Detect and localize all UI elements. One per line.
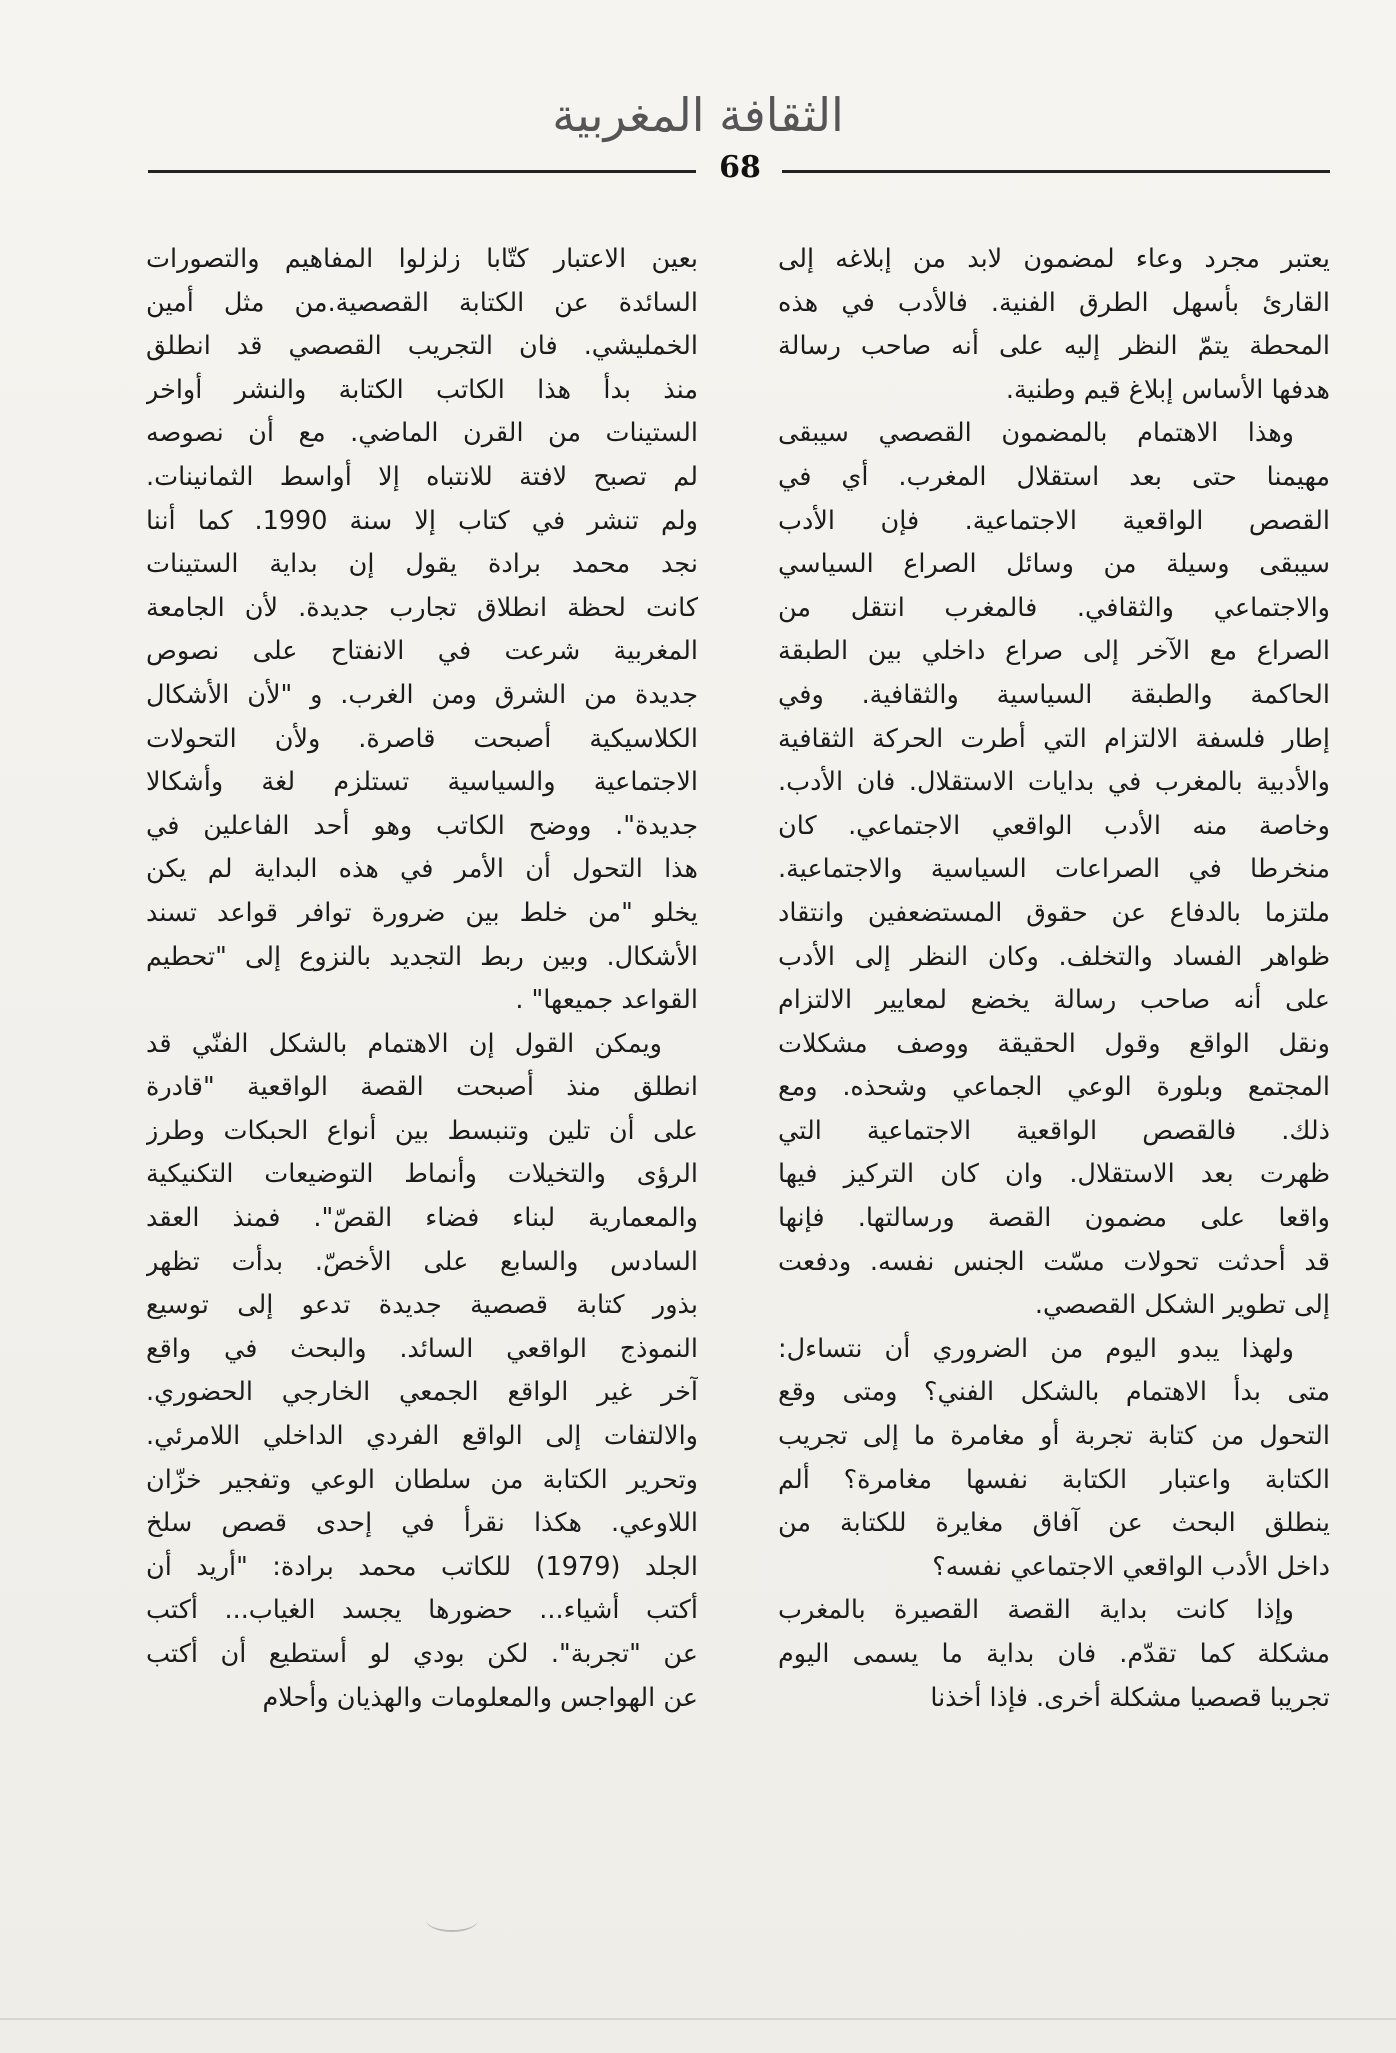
text-line: القواعد جميعها" . bbox=[515, 985, 698, 1016]
text-line: والمعمارية لبناء فضاء القصّ". فمنذ العقد bbox=[146, 1203, 698, 1234]
paragraph bbox=[146, 238, 698, 1023]
text-line: كانت لحظة انطلاق تجارب جديدة. لأن الجامعة bbox=[146, 592, 698, 623]
text-line: واقعا على مضمون القصة ورسالتها. فإنها bbox=[778, 1203, 1330, 1234]
text-line: مهيمنا حتى بعد استقلال المغرب. أي في bbox=[778, 461, 1330, 492]
text-line: الرؤى والتخيلات وأنماط التوضيعات التكنيكية bbox=[146, 1159, 698, 1190]
text-line: سيبقى وسيلة من وسائل الصراع السياسي bbox=[778, 549, 1330, 580]
text-line: آخر غير الواقع الجمعي الخارجي الحضوري. bbox=[146, 1377, 698, 1408]
text-line: جديدة من الشرق ومن الغرب. و "لأن الأشكال bbox=[146, 679, 698, 710]
text-line: الأشكال. وبين ربط التجديد بالنزوع إلى "تحطيم bbox=[146, 941, 698, 972]
text-line: هدفها الأساس إبلاغ قيم وطنية. bbox=[1005, 374, 1330, 405]
text-line: ذلك. فالقصص الواقعية الاجتماعية التي bbox=[778, 1115, 1330, 1146]
text-line: يخلو "من خلط بين ضرورة توافر قواعد تسند bbox=[146, 897, 698, 928]
text-line: عن "تجربة". لكن بودي لو أستطيع أن أكتب bbox=[146, 1639, 698, 1669]
text-line: أكتب أشياء... حضورها يجسد الغياب... أكتب bbox=[146, 1595, 698, 1626]
text-line: السائدة عن الكتابة القصصية.من مثل أمين bbox=[146, 287, 698, 318]
text-line: الستينات من القرن الماضي. مع أن نصوصه bbox=[146, 418, 698, 449]
text-line: وخاصة منه الأدب الواقعي الاجتماعي. كان bbox=[778, 810, 1330, 841]
text-line: بذور كتابة قصصية جديدة تدعو إلى توسيع bbox=[146, 1290, 698, 1321]
text-line: نجد محمد برادة يقول إن بداية الستينات bbox=[146, 549, 698, 580]
text-line: هذا التحول أن الأمر في هذه البداية لم يكن bbox=[146, 854, 698, 885]
page-bottom-edge bbox=[0, 2018, 1396, 2020]
text-line: إلى تطوير الشكل القصصي. bbox=[1034, 1290, 1330, 1321]
text-line: والاجتماعي والثقافي. فالمغرب انتقل من bbox=[778, 592, 1330, 623]
text-line: يعتبر مجرد وعاء لمضمون لابد من إبلاغه إلى bbox=[778, 244, 1330, 274]
text-line: داخل الأدب الواقعي الاجتماعي نفسه؟ bbox=[932, 1551, 1330, 1582]
text-line: بعين الاعتبار كتّابا زلزلوا المفاهيم والتصورات bbox=[146, 244, 698, 274]
header-rule-left bbox=[148, 170, 696, 173]
text-line: جديدة". ووضح الكاتب وهو أحد الفاعلين في bbox=[146, 810, 698, 841]
text-line: القصص الواقعية الاجتماعية. فإن الأدب bbox=[778, 505, 1330, 536]
text-line: التحول من كتابة تجربة أو مغامرة ما إلى تجريب bbox=[778, 1421, 1330, 1452]
text-line: ونقل الواقع وقول الحقيقة ووصف مشكلات bbox=[778, 1028, 1330, 1059]
text-line: منذ بدأ هذا الكاتب الكتابة والنشر أواخر bbox=[146, 374, 698, 405]
text-line: الكتابة واعتبار الكتابة نفسها مغامرة؟ ألم bbox=[778, 1464, 1330, 1495]
text-line: ولهذا يبدو اليوم من الضروري أن نتساءل: bbox=[778, 1333, 1294, 1364]
text-line: الحاكمة والطبقة السياسية والثقافية. وفي bbox=[778, 679, 1330, 710]
text-line: عن الهواجس والمعلومات والهذيان وأحلام bbox=[262, 1682, 698, 1713]
text-line: ظهرت بعد الاستقلال. وان كان التركيز فيها bbox=[778, 1159, 1330, 1190]
text-line: مشكلة كما تقدّم. فان بداية ما يسمى اليوم bbox=[778, 1639, 1330, 1669]
text-line: الجلد (1979) للكاتب محمد برادة: "أريد أن bbox=[146, 1551, 698, 1582]
text-line: الخمليشي. فان التجريب القصصي قد انطلق bbox=[146, 331, 698, 362]
text-line: لم تصبح لافتة للانتباه إلا أواسط الثمانينات. bbox=[146, 461, 698, 492]
text-line: انطلق منذ أصبحت القصة الواقعية "قادرة bbox=[146, 1072, 698, 1103]
text-line: وإذا كانت بداية القصة القصيرة بالمغرب bbox=[778, 1595, 1294, 1626]
text-line: تجريبا قصصيا مشكلة أخرى. فإذا أخذنا bbox=[930, 1682, 1330, 1713]
right-text-column bbox=[778, 238, 1330, 1720]
text-line: المحطة يتمّ النظر إليه على أنه صاحب رسالة bbox=[778, 331, 1330, 362]
paragraph bbox=[778, 1589, 1330, 1720]
text-line: السادس والسابع على الأخصّ. بدأت تظهر bbox=[146, 1246, 698, 1277]
text-line: النموذج الواقعي السائد. والبحث في واقع bbox=[146, 1333, 698, 1364]
text-line: ملتزما بالدفاع عن حقوق المستضعفين وانتقاد bbox=[778, 897, 1330, 928]
text-line: على أن تلين وتنبسط بين أنواع الحبكات وطرز bbox=[146, 1115, 698, 1146]
text-line: الكلاسيكية أصبحت قاصرة. ولأن التحولات bbox=[146, 723, 698, 754]
journal-title: الثقافة المغربية bbox=[552, 88, 844, 142]
text-line: ظواهر الفساد والتخلف. وكان النظر إلى الأدب bbox=[778, 941, 1330, 972]
page-number: 68 bbox=[719, 150, 761, 185]
text-line: وتحرير الكتابة من سلطان الوعي وتفجير خزّان bbox=[146, 1464, 698, 1495]
text-line: متى بدأ الاهتمام بالشكل الفني؟ ومتى وقع bbox=[778, 1377, 1330, 1408]
text-line: الصراع مع الآخر إلى صراع داخلي بين الطبقة bbox=[778, 636, 1330, 667]
text-line: والأدبية بالمغرب في بدايات الاستقلال. فان الأدب. bbox=[778, 767, 1330, 798]
header-rule-right bbox=[782, 170, 1330, 173]
page-mark bbox=[426, 1908, 478, 1932]
text-line: المغربية شرعت في الانفتاح على نصوص bbox=[146, 636, 698, 667]
paragraph bbox=[778, 238, 1330, 412]
left-text-column bbox=[146, 238, 698, 1720]
text-line: الاجتماعية والسياسية تستلزم لغة وأشكالا bbox=[146, 767, 698, 798]
text-line: اللاوعي. هكذا نقرأ في إحدى قصص سلخ bbox=[146, 1508, 698, 1539]
paragraph bbox=[778, 412, 1330, 1327]
text-line: المجتمع وبلورة الوعي الجماعي وشحذه. ومع bbox=[778, 1072, 1330, 1103]
text-line: القارئ بأسهل الطرق الفنية. فالأدب في هذه bbox=[778, 287, 1330, 318]
text-line: إطار فلسفة الالتزام التي أطرت الحركة الثقافية bbox=[778, 723, 1330, 754]
paragraph bbox=[146, 1023, 698, 1721]
text-line: على أنه صاحب رسالة يخضع لمعايير الالتزام bbox=[778, 985, 1330, 1016]
text-line: قد أحدثت تحولات مسّت الجنس نفسه. ودفعت bbox=[778, 1246, 1330, 1277]
text-line: والالتفات إلى الواقع الفردي الداخلي اللامرئي. bbox=[146, 1421, 698, 1452]
text-line: منخرطا في الصراعات السياسية والاجتماعية. bbox=[778, 854, 1330, 885]
text-line: ويمكن القول إن الاهتمام بالشكل الفنّي قد bbox=[146, 1028, 662, 1059]
text-line: وهذا الاهتمام بالمضمون القصصي سيبقى bbox=[778, 418, 1294, 449]
text-line: ولم تنشر في كتاب إلا سنة 1990. كما أننا bbox=[146, 505, 698, 536]
text-line: ينطلق البحث عن آفاق مغايرة للكتابة من bbox=[778, 1508, 1330, 1539]
paragraph bbox=[778, 1328, 1330, 1590]
